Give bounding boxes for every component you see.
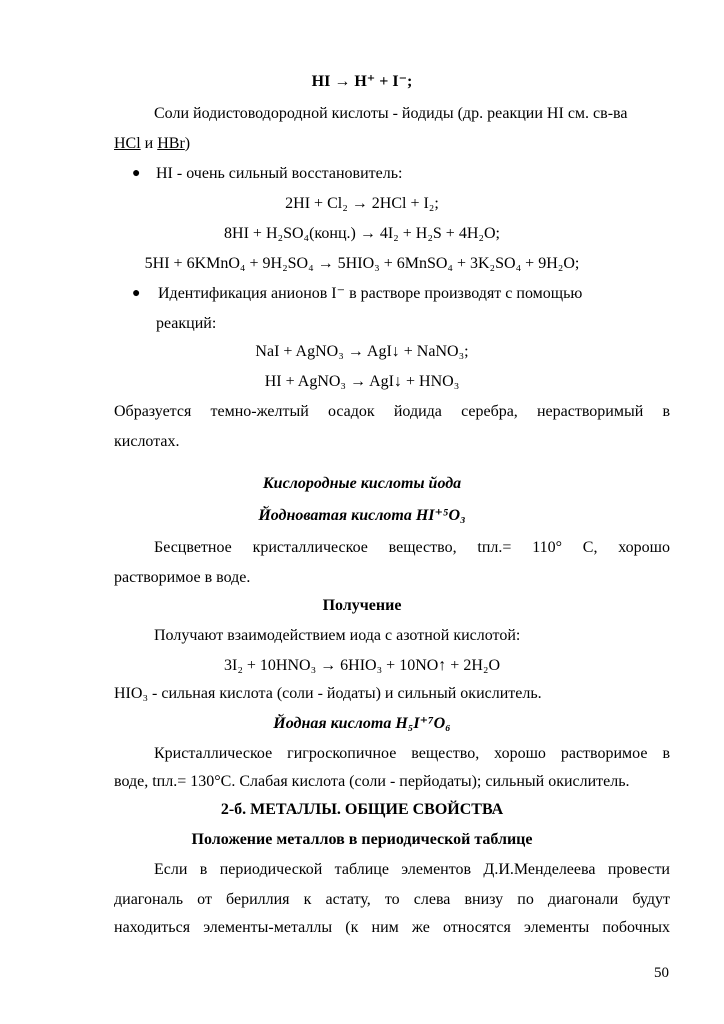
equation: 8HI + H₂SO₄(конц.) → 4I₂ + H₂S + 4H₂O;: [224, 225, 500, 242]
link-hbr[interactable]: HBr: [157, 135, 185, 152]
link-separator: и: [140, 135, 158, 152]
paragraph-line: диагональ от бериллия к астату, то слева внизу по диагонали будут: [114, 891, 670, 908]
paragraph-line-links: [114, 134, 190, 154]
link-hcl[interactable]: HCl: [114, 135, 141, 152]
paragraph-line: Образуется темно-желтый осадок йодида серебра, нерастворимый в: [114, 403, 670, 420]
bullet-text: HI - очень сильный восстановитель:: [156, 165, 403, 182]
page-number: 50: [654, 965, 669, 981]
equation: 5HI + 6KMnO₄ + 9H₂SO₄ → 5HIO₃ + 6MnSO₄ + 3K₂SO₄ + 9H₂O;: [144, 255, 580, 272]
equation: HI + AgNO₃ → AgI↓ + HNO₃: [264, 373, 460, 390]
paragraph-line: Получают взаимодействием иода с азотной кислотой:: [154, 627, 521, 644]
section-heading: Кислородные кислоты йода: [262, 475, 462, 492]
paragraph-line: воде, tпл.= 130°С. Слабая кислота (соли - перйодаты); сильный окислитель.: [114, 773, 630, 790]
equation: 2HI + Cl₂ → 2HCl + I₂;: [285, 195, 439, 212]
section-heading: Положение металлов в периодической таблице: [191, 831, 533, 848]
paragraph-line: Бесцветное кристаллическое вещество, tпл.= 110° С, хорошо: [154, 539, 670, 556]
paragraph-line: Соли йодистоводородной кислоты - йодиды (др. реакции HI см. св-ва: [154, 105, 628, 122]
paragraph-line: HIO₃ - сильная кислота (соли - йодаты) и сильный окислитель.: [114, 685, 542, 702]
equation-hi-dissociation: HI → H⁺ + I⁻;: [311, 73, 413, 90]
bullet-icon: ●: [132, 166, 141, 181]
subheading: Получение: [322, 597, 402, 614]
paragraph-line: растворимое в воде.: [114, 569, 251, 586]
subsection-heading: Йодноватая кислота HI⁺⁵O₃: [258, 507, 466, 524]
equation: NaI + AgNO₃ → AgI↓ + NaNO₃;: [255, 343, 469, 360]
paragraph-line: кислотах.: [114, 433, 180, 450]
paren-close: ): [184, 135, 191, 152]
chapter-heading: 2-б. МЕТАЛЛЫ. ОБЩИЕ СВОЙСТВА: [220, 801, 504, 818]
paragraph-line: Кристаллическое гигроскопичное вещество, хорошо растворимое в: [154, 745, 670, 762]
bullet-text: Идентификация анионов I⁻ в растворе производят с помощью: [158, 285, 583, 302]
bullet-icon: ●: [132, 286, 141, 301]
bullet-text: реакций:: [156, 315, 217, 332]
paragraph-line: находиться элементы-металлы (к ним же относятся элементы побочных: [114, 919, 670, 936]
paragraph-line: Если в периодической таблице элементов Д.И.Менделеева провести: [154, 861, 670, 878]
equation: 3I₂ + 10HNO₃ → 6HIO₃ + 10NO↑ + 2H₂O: [223, 657, 501, 674]
subsection-heading: Йодная кислота H₅I⁺⁷O₆: [273, 715, 451, 732]
